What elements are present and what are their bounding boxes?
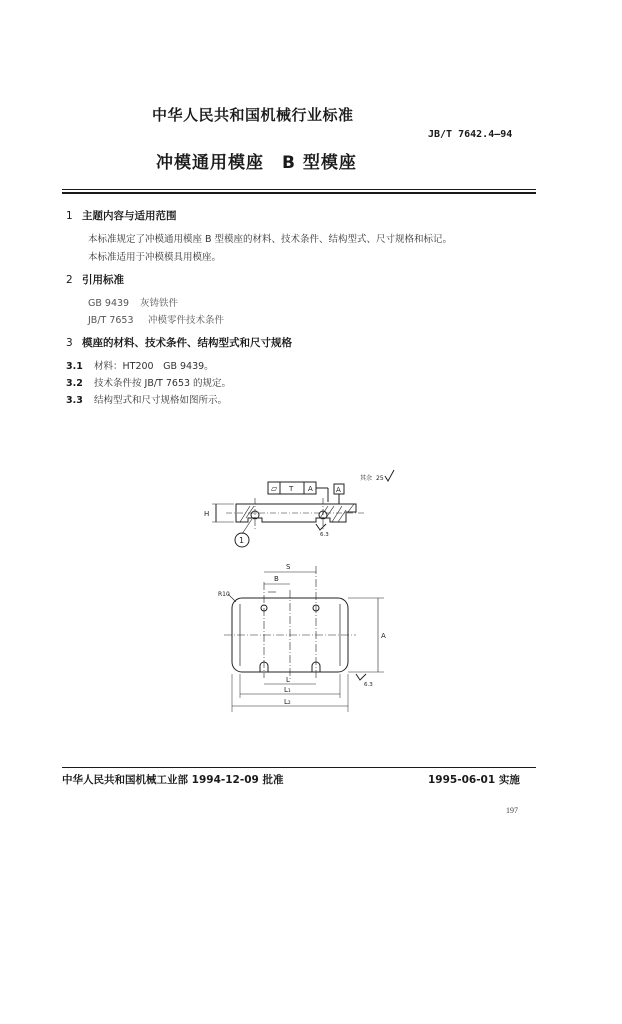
side-view — [204, 470, 394, 547]
subsection-item — [66, 392, 227, 406]
roughness-symbol-icon — [385, 470, 394, 481]
reference-name: 冲模零件技术条件 — [148, 315, 225, 326]
dimension-s: S — [286, 563, 291, 571]
footer-rule — [62, 767, 536, 768]
roughness-value: 6.3 — [320, 532, 329, 538]
section-heading — [66, 272, 124, 287]
subsection-number: 3.3 — [66, 395, 83, 406]
subsection-text: 材料：HT200 GB 9439。 — [94, 361, 214, 372]
reference-item — [88, 295, 178, 309]
part-callout-number: 1 — [239, 536, 245, 545]
section-heading — [66, 335, 292, 350]
roughness-value: 6.3 — [364, 682, 373, 688]
subsection-item — [66, 358, 214, 372]
section-heading — [66, 208, 177, 223]
section-number: 3 — [66, 337, 73, 349]
dimension-l2: L₂ — [284, 698, 291, 706]
subsection-number: 3.2 — [66, 378, 83, 389]
reference-item — [88, 312, 224, 326]
roughness-symbol-icon — [316, 524, 326, 530]
page-number: 197 — [506, 806, 518, 815]
dimension-l: L — [286, 676, 290, 684]
section-number: 2 — [66, 274, 73, 286]
paragraph: 本标准适用于冲模模具用模座。 — [88, 252, 222, 263]
approval-info: 中华人民共和国机械工业部 1994-12-09 批准 — [62, 774, 284, 786]
subsection-text: 结构型式和尺寸规格如图所示。 — [94, 395, 228, 406]
reference-code: GB 9439 — [88, 298, 130, 309]
section-title: 引用标准 — [82, 274, 124, 286]
section-title: 模座的材料、技术条件、结构型式和尺寸规格 — [82, 337, 292, 349]
header-rule-thick — [62, 192, 536, 194]
standard-number: JB/T 7642.4—94 — [428, 129, 513, 140]
document-title: 冲模通用模座 B 型模座 — [156, 153, 357, 173]
datum-ref-label: A — [336, 486, 341, 494]
roughness-symbol-icon — [356, 674, 366, 680]
reference-code: JB/T 7653 — [88, 315, 134, 326]
paragraph: 本标准规定了冲模通用模座 B 型模座的材料、技术条件、结构型式、尺寸规格和标记。 — [88, 234, 453, 245]
dimension-l1: L₁ — [284, 686, 291, 694]
roughness-note-value: 25 — [376, 475, 384, 482]
subsection-text: 技术条件按 JB/T 7653 的规定。 — [94, 378, 232, 389]
issuing-organization: 中华人民共和国机械行业标准 — [152, 106, 354, 124]
dimension-b: B — [274, 575, 279, 583]
height-dimension: H — [204, 510, 210, 518]
roughness-note: 其余 — [360, 475, 373, 482]
section-title: 主题内容与适用范围 — [82, 210, 177, 222]
datum-label: A — [308, 485, 313, 493]
reference-name: 灰铸铁件 — [140, 298, 179, 309]
tolerance-label: T — [289, 485, 294, 493]
header-rule-thin — [62, 189, 536, 190]
subsection-item — [66, 375, 231, 389]
section-number: 1 — [66, 210, 73, 222]
radius-label: R10 — [218, 591, 230, 598]
dimension-a: A — [381, 632, 386, 640]
subsection-number: 3.1 — [66, 361, 83, 372]
implementation-date: 1995-06-01 实施 — [428, 774, 520, 786]
plan-view — [218, 563, 386, 712]
mould-base-drawing — [180, 462, 420, 722]
flatness-symbol-icon: ▱ — [271, 484, 278, 493]
